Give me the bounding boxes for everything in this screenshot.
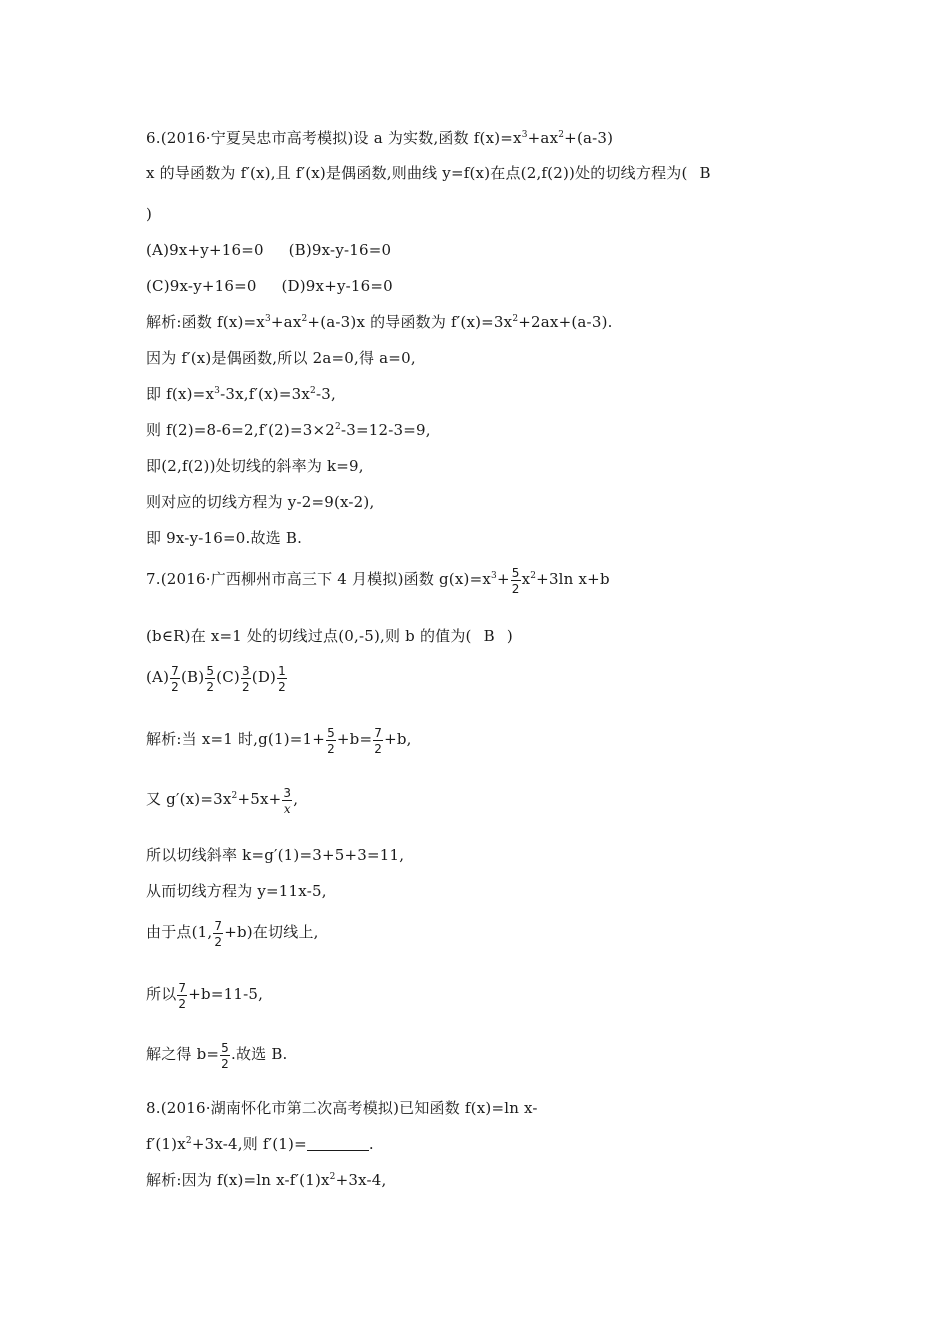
q8-stem-line1: 8.(2016·湖南怀化市第二次高考模拟)已知函数 f(x)=ln x- <box>146 1099 538 1117</box>
fraction-denominator: 2 <box>178 997 187 1011</box>
text-run: +3x-4, <box>335 1171 387 1189</box>
text-run: +b, <box>384 730 412 748</box>
exponent: 2 <box>185 1136 192 1146</box>
text-run: (A) <box>146 668 170 686</box>
q8-stem-line2 <box>146 1134 374 1154</box>
q6-options-cd: (C)9x-y+16=0 (D)9x+y-16=0 <box>146 277 393 295</box>
text-run: 则 f(2)=8-6=2,f′(2)=3×2 <box>146 421 335 439</box>
text-run: 解析:当 x=1 时,g(1)=1+ <box>146 730 326 748</box>
exponent: 3 <box>521 130 528 140</box>
text-run: ) <box>506 627 513 645</box>
exponent: 3 <box>491 571 497 581</box>
fraction-denominator: 2 <box>327 742 335 756</box>
text-run: . <box>368 1135 374 1153</box>
fraction-numerator: 7 <box>214 919 223 933</box>
fraction-3-2 <box>241 665 251 693</box>
fraction-5-2 <box>205 665 215 693</box>
q6-solution-line7: 即 9x-y-16=0.故选 B. <box>146 529 303 547</box>
fraction-numerator: 1 <box>278 664 286 678</box>
text-run: +(a-3) <box>564 129 614 147</box>
exponent: 2 <box>301 314 308 324</box>
fraction-7-2 <box>170 665 180 693</box>
fraction-denominator: 2 <box>278 680 286 694</box>
text-run: +(a-3)x 的导函数为 f′(x)=3x <box>307 313 513 331</box>
q6-solution-line6: 则对应的切线方程为 y-2=9(x-2), <box>146 493 375 511</box>
fraction-7-2 <box>373 727 383 755</box>
text-run: +3ln x+b <box>536 570 610 588</box>
text-run: +b= <box>336 730 373 748</box>
q6-solution-line2: 因为 f′(x)是偶函数,所以 2a=0,得 a=0, <box>146 349 416 367</box>
text-run: +b=11-5, <box>188 985 264 1003</box>
fraction-numerator: 5 <box>327 726 335 740</box>
fraction-denominator: 2 <box>171 680 179 694</box>
fraction-1-2 <box>277 665 287 693</box>
q7-solution-line2 <box>146 787 298 815</box>
fraction-numerator: 3 <box>283 786 292 800</box>
fraction-7-2 <box>177 982 187 1010</box>
text-run: x <box>521 570 531 588</box>
answer-blank <box>307 1136 369 1151</box>
fraction-numerator: 3 <box>241 664 250 678</box>
q7-options <box>146 665 288 693</box>
text-run: (D) <box>251 668 277 686</box>
q6-options-ab: (A)9x+y+16=0 (B)9x-y-16=0 <box>146 241 392 259</box>
text-run: (B) <box>180 668 205 686</box>
q7-solution-line1 <box>146 727 412 755</box>
q7-answer: B <box>483 627 495 645</box>
fraction-numerator: 7 <box>171 664 179 678</box>
q6-solution-line1 <box>146 312 613 332</box>
exponent: 2 <box>530 571 537 581</box>
q7-solution-line4: 从而切线方程为 y=11x-5, <box>146 882 327 900</box>
fraction-5-2 <box>220 1042 230 1070</box>
text-run: 即 f(x)=x <box>146 385 215 403</box>
fraction-denominator: 2 <box>374 742 383 756</box>
q7-stem-line1 <box>146 567 610 595</box>
text-run: (C) <box>216 668 240 686</box>
q7-solution-line5 <box>146 920 319 948</box>
q6-solution-line5: 即(2,f(2))处切线的斜率为 k=9, <box>146 457 364 475</box>
fraction-5-2 <box>511 567 521 595</box>
fraction-numerator: 7 <box>178 981 187 995</box>
text-run: 由于点(1, <box>146 923 213 941</box>
exponent: 3 <box>264 314 271 324</box>
exponent: 2 <box>335 422 341 432</box>
q8-solution-line1 <box>146 1170 387 1190</box>
text-run: 所以 <box>146 985 177 1003</box>
text-run: 7.(2016·广西柳州市高三下 4 月模拟)函数 g(x)=x <box>146 570 491 588</box>
text-run: , <box>293 790 299 808</box>
exponent: 2 <box>231 791 238 801</box>
fraction-denominator: 2 <box>241 680 250 694</box>
text-run: f′(1)x <box>146 1135 186 1153</box>
text-run: -3=12-3=9, <box>340 421 431 439</box>
q7-solution-line6 <box>146 982 263 1010</box>
text-run: x 的导函数为 f′(x),且 f′(x)是偶函数,则曲线 y=f(x)在点(2,f(2))处的切线方程为( <box>146 164 688 182</box>
text-run: +2ax+(a-3). <box>518 313 613 331</box>
fraction-denominator: 2 <box>221 1057 229 1071</box>
q6-stem-line2 <box>146 163 723 183</box>
fraction-numerator: 5 <box>206 664 215 678</box>
exponent: 2 <box>512 314 519 324</box>
text-run: .故选 B. <box>230 1045 288 1063</box>
text-run: 又 g′(x)=3x <box>146 790 232 808</box>
q6-stem-line3: ) <box>146 205 153 223</box>
fraction-5-2 <box>326 727 336 755</box>
text-run: -3, <box>315 385 336 403</box>
exponent: 2 <box>310 386 316 396</box>
text-run: +3x-4,则 f′(1)= <box>191 1135 307 1153</box>
fraction-7-2 <box>213 920 223 948</box>
fraction-denominator: 2 <box>511 582 520 596</box>
fraction-3-x <box>282 787 292 815</box>
q7-solution-line7 <box>146 1042 288 1070</box>
text-run: -3x,f′(x)=3x <box>220 385 310 403</box>
text-run: +ax <box>527 129 559 147</box>
exponent: 3 <box>214 386 221 396</box>
text-run: +5x+ <box>237 790 282 808</box>
q6-stem-line1 <box>146 128 613 148</box>
q7-solution-line3: 所以切线斜率 k=g′(1)=3+5+3=11, <box>146 846 405 864</box>
fraction-numerator: 5 <box>221 1041 229 1055</box>
q7-stem-line2 <box>146 626 513 646</box>
fraction-denominator: 2 <box>206 680 215 694</box>
exponent: 2 <box>329 1172 336 1182</box>
exponent: 2 <box>558 130 565 140</box>
text-run: + <box>496 570 510 588</box>
text-run: +b)在切线上, <box>224 923 319 941</box>
fraction-denominator: x <box>283 802 291 816</box>
fraction-numerator: 7 <box>374 726 383 740</box>
q6-solution-line3 <box>146 384 336 404</box>
fraction-denominator: 2 <box>214 935 223 949</box>
fraction-numerator: 5 <box>511 566 520 580</box>
text-run: 解析:函数 f(x)=x <box>146 313 265 331</box>
text-run: +ax <box>270 313 302 331</box>
text-run: 解之得 b= <box>146 1045 220 1063</box>
text-run: 6.(2016·宁夏吴忠市高考模拟)设 a 为实数,函数 f(x)=x <box>146 129 522 147</box>
q6-solution-line4 <box>146 420 431 440</box>
text-run: 解析:因为 f(x)=ln x-f′(1)x <box>146 1171 330 1189</box>
text-run: (b∈R)在 x=1 处的切线过点(0,-5),则 b 的值为( <box>146 627 472 645</box>
q6-answer: B <box>699 164 711 182</box>
